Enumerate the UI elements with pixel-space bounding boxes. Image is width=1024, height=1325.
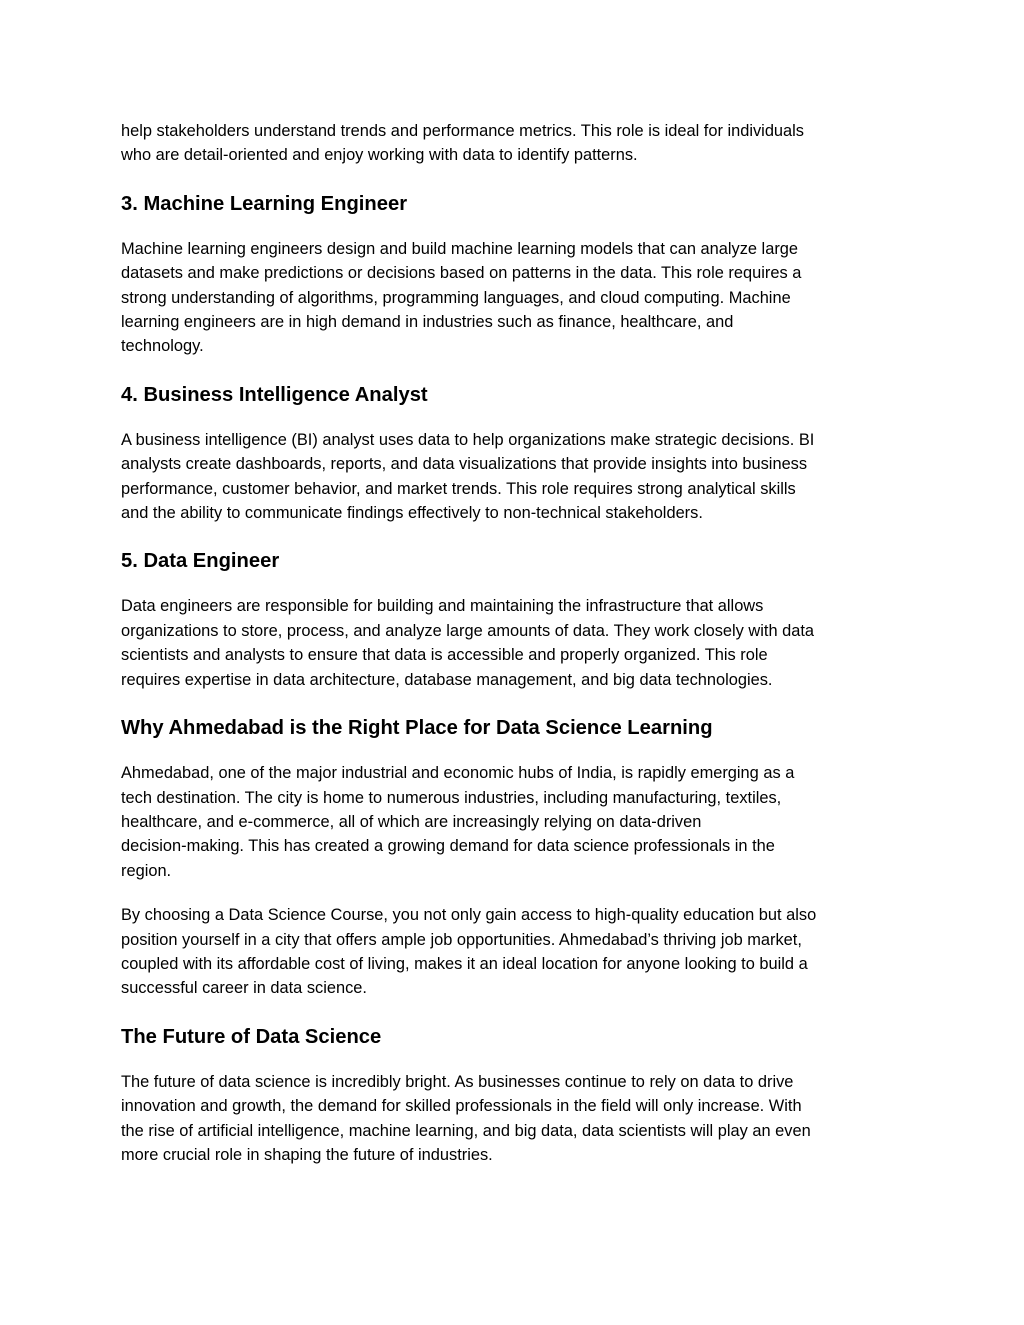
text-line: coupled with its affordable cost of living, makes it an ideal location for anyone looking to build a [121,954,808,973]
text-line: position yourself in a city that offers ample job opportunities. Ahmedabad’s thriving job market, [121,930,802,949]
section-heading-business-intelligence-analyst: 4. Business Intelligence Analyst [121,383,428,406]
text-line: strong understanding of algorithms, programming languages, and cloud computing. Machine [121,288,791,307]
text-line: A business intelligence (BI) analyst uses data to help organizations make strategic decisions. BI [121,430,815,449]
text-line: successful career in data science. [121,979,367,998]
section-paragraph [121,903,911,1001]
text-line: The future of data science is incredibly bright. As businesses continue to rely on data to drive [121,1072,794,1091]
text-line: who are detail-oriented and enjoy working with data to identify patterns. [121,146,638,165]
text-line: datasets and make predictions or decisions based on patterns in the data. This role requires a [121,264,802,283]
text-line: learning engineers are in high demand in industries such as finance, healthcare, and [121,313,734,332]
text-line: Data engineers are responsible for building and maintaining the infrastructure that allows [121,597,764,616]
section-heading-why-ahmedabad: Why Ahmedabad is the Right Place for Data Science Learning [121,717,713,740]
section-paragraph [121,428,911,526]
text-line: Ahmedabad, one of the major industrial and economic hubs of India, is rapidly emerging as a [121,764,795,783]
text-line: analysts create dashboards, reports, and data visualizations that provide insights into business [121,455,808,474]
intro-paragraph [121,119,911,168]
section-paragraph [121,761,911,883]
text-line: performance, customer behavior, and market trends. This role requires strong analytical skills [121,479,796,498]
text-line: decision-making. This has created a growing demand for data science professionals in the [121,837,775,856]
text-line: tech destination. The city is home to numerous industries, including manufacturing, textiles, [121,788,782,807]
text-line: Machine learning engineers design and build machine learning models that can analyze large [121,239,799,258]
document-page [121,119,911,1167]
section-paragraph [121,594,911,692]
text-line: organizations to store, process, and analyze large amounts of data. They work closely with data [121,621,815,640]
text-line: technology. [121,337,204,356]
text-line: help stakeholders understand trends and performance metrics. This role is ideal for individuals [121,122,804,140]
section-heading-machine-learning-engineer: 3. Machine Learning Engineer [121,192,408,215]
section-paragraph [121,237,911,359]
section-heading-future-of-data-science: The Future of Data Science [121,1025,382,1048]
text-line: By choosing a Data Science Course, you not only gain access to high-quality education but also [121,906,817,925]
text-line: healthcare, and e-commerce, all of which are increasingly relying on data-driven [121,812,702,831]
section-heading-data-engineer: 5. Data Engineer [121,550,280,573]
text-line: scientists and analysts to ensure that data is accessible and properly organized. This role [121,646,768,665]
text-line: more crucial role in shaping the future of industries. [121,1145,493,1164]
text-line: requires expertise in data architecture, database management, and big data technologies. [121,670,773,689]
section-paragraph [121,1070,911,1168]
text-line: region. [121,861,172,880]
text-line: the rise of artificial intelligence, machine learning, and big data, data scientists will play an even [121,1121,811,1140]
text-line: innovation and growth, the demand for skilled professionals in the field will only increase. With [121,1097,802,1116]
text-line: and the ability to communicate findings effectively to non-technical stakeholders. [121,504,703,523]
